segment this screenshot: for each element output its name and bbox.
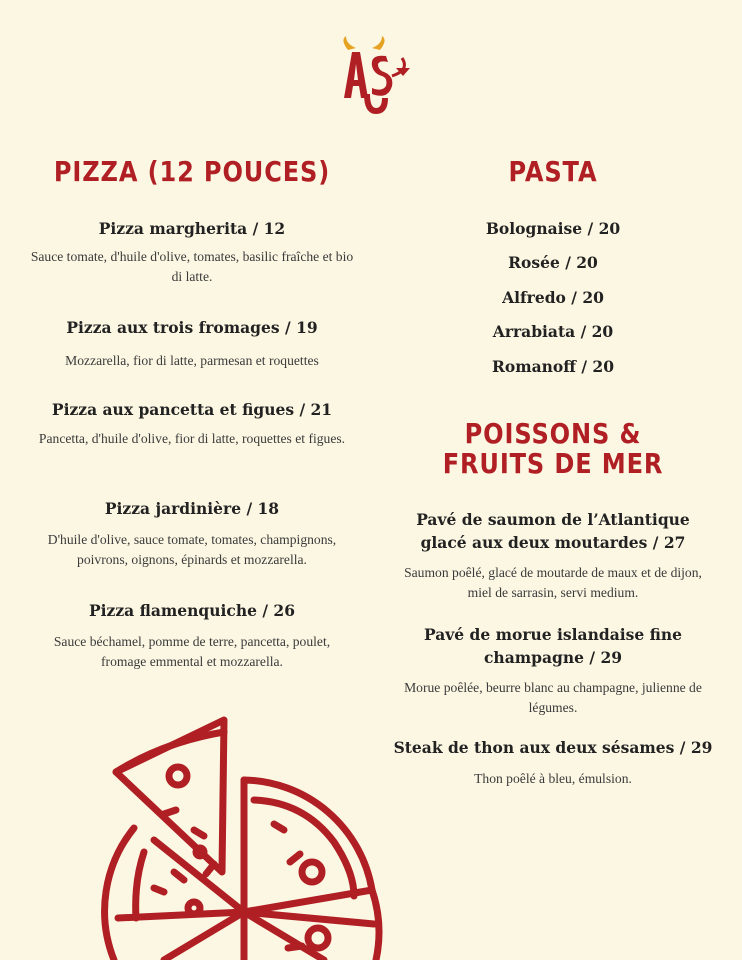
menu-item-description: Sauce béchamel, pomme de terre, pancetta, poulet, fromage emmental et mozzarella. (53, 634, 331, 669)
menu-item-description: Saumon poêlé, glacé de moutarde de maux et de dijon, miel de sarrasin, servi medium. (404, 565, 702, 600)
menu-item-name: Pavé de morue islandaise fine champagne / 29 (423, 625, 683, 667)
pasta-item: Arrabiata / 20 (492, 322, 614, 341)
menu-item-name: Pizza aux trois fromages / 19 (66, 318, 318, 337)
menu-item (30, 217, 354, 286)
menu-item (30, 398, 354, 449)
menu-item-description: Thon poêlé à bleu, émulsion. (474, 771, 632, 786)
menu-item-name: Pizza margherita / 12 (98, 219, 286, 238)
menu-item-name: Pizza flamenquiche / 26 (88, 601, 296, 620)
right-column (392, 0, 714, 800)
menu-item (30, 599, 354, 671)
menu-item-name: Pavé de saumon de l’Atlantique glacé aux deux moutardes / 27 (416, 510, 690, 552)
pizza-section (30, 0, 354, 710)
menu-item (392, 623, 714, 717)
pasta-section-title: PASTA (508, 155, 598, 188)
menu-item-description: Sauce tomate, d'huile d'olive, tomates, basilic fraîche et bio di latte. (30, 249, 354, 284)
fish-section-title: POISSONS & FRUITS DE MER (442, 417, 664, 480)
menu-item-description: Mozzarella, fior di latte, parmesan et roquettes (65, 353, 319, 368)
menu-item (392, 508, 714, 602)
menu-item-name: Pizza jardinière / 18 (104, 499, 280, 518)
pasta-item: Alfredo / 20 (502, 288, 604, 307)
menu-item-name: Pizza aux pancetta et figues / 21 (51, 400, 333, 419)
menu-item-description: Morue poêlée, beurre blanc au champagne, julienne de légumes. (404, 680, 702, 715)
menu-item-description: D'huile d'olive, sauce tomate, tomates, champignons, poivrons, oignons, épinards et mozzarella. (47, 532, 337, 567)
pizza-section-title: PIZZA (12 POUCES) (53, 155, 331, 188)
pasta-item: Rosée / 20 (508, 253, 598, 272)
menu-item-description: Pancetta, d'huile d'olive, fior di latte, roquettes et figues. (38, 431, 346, 446)
menu-item (392, 736, 714, 789)
menu-item (30, 497, 354, 569)
pizza-slices-icon (94, 712, 414, 960)
pasta-item: Bolognaise / 20 (485, 219, 621, 238)
pasta-item: Romanoff / 20 (491, 357, 615, 376)
menu-item (30, 316, 354, 371)
menu-item-name: Steak de thon aux deux sésames / 29 (393, 738, 713, 757)
